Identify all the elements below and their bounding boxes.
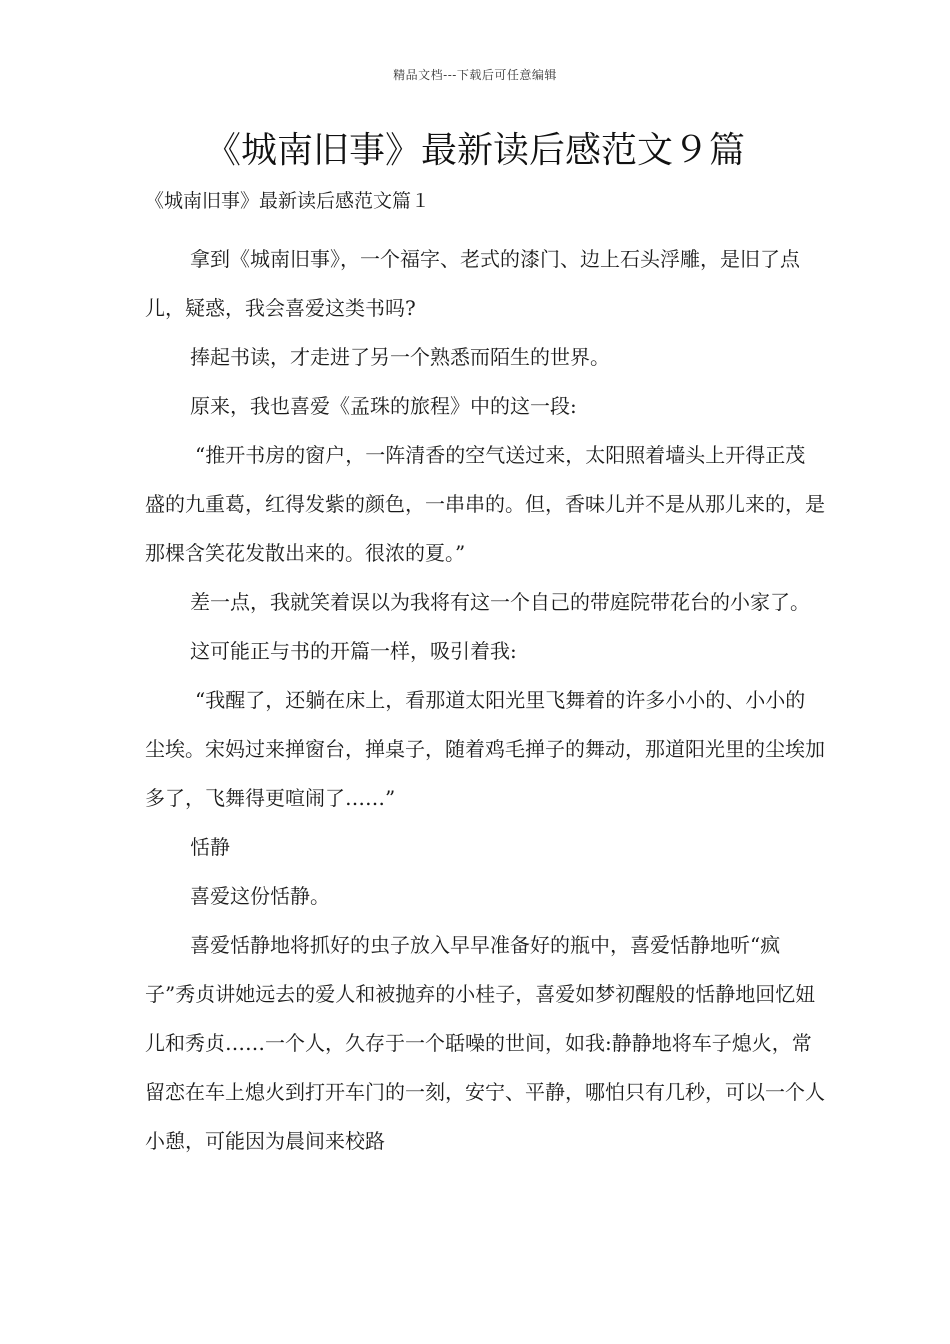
paragraph-9: 喜爱这份恬静。 — [190, 884, 330, 908]
paragraph-10: 喜爱恬静地将抓好的虫子放入早早准备好的瓶中，喜爱恬静地听“疯子”秀贞讲她远去的爱人和被抛弃的小桂子，喜爱如梦初醒般的恬静地回忆妞儿和秀贞……一个人，久存于一个聒噪的世间，如我:静静地将车子熄火，常留恋在车上熄火到打开车门的一刻，安宁、平静，哪怕只有几秒，可以一个人小憩，可能因为晨间来校路 — [145, 933, 825, 1153]
paragraph-1: 拿到《城南旧事》，一个福字、老式的漆门、边上石头浮雕，是旧了点儿，疑惑，我会喜爱这类书吗? — [145, 247, 800, 320]
paragraph-5: 差一点，我就笑着误以为我将有这一个自己的带庭院带花台的小家了。 — [190, 590, 810, 614]
paragraph-6: 这可能正与书的开篇一样，吸引着我: — [190, 639, 517, 663]
paragraph-3: 原来，我也喜爱《孟珠的旅程》中的这一段: — [190, 394, 577, 418]
paragraph-4-quote: “推开书房的窗户，一阵清香的空气送过来，太阳照着墙头上开得正茂盛的九重葛，红得发紫的颜色，一串串的。但，香味儿并不是从那儿来的，是那棵含笑花发散出来的。很浓的夏。” — [145, 443, 825, 565]
paragraph-8: 恬静 — [190, 835, 230, 859]
paragraph-7-quote: “我醒了，还躺在床上，看那道太阳光里飞舞着的许多小小的、小小的尘埃。宋妈过来掸窗台，掸桌子，随着鸡毛掸子的舞动，那道阳光里的尘埃加多了，飞舞得更喧闹了……” — [145, 688, 825, 810]
body-text — [145, 235, 825, 1166]
section-subtitle: 《城南旧事》最新读后感范文篇１ — [145, 190, 431, 212]
document-title: 《城南旧事》最新读后感范文９篇 — [204, 130, 745, 171]
header-note: 精品文档---下载后可任意编辑 — [393, 68, 557, 82]
paragraph-2: 捧起书读，才走进了另一个熟悉而陌生的世界。 — [190, 345, 610, 369]
